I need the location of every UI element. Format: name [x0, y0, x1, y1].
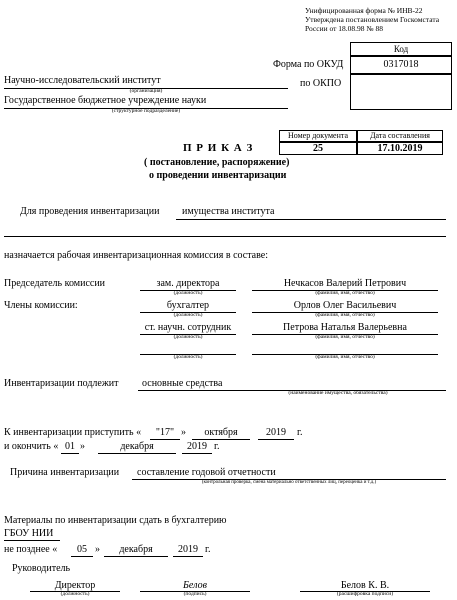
- deadline-day: 05: [77, 544, 87, 555]
- end-year: 2019: [187, 441, 207, 452]
- deadline-label: не позднее «: [4, 544, 58, 555]
- okpo-code: [350, 74, 452, 110]
- order-subject: о проведении инвентаризации: [149, 170, 287, 181]
- okud-label: Форма по ОКУД: [273, 59, 344, 70]
- reason-value: составление годовой отчетности: [137, 467, 276, 478]
- end-month: декабря: [120, 441, 154, 452]
- purpose-line-2: [4, 236, 446, 237]
- approval-date: России от 18.08.98 № 88: [305, 24, 383, 33]
- members-label: Члены комиссии:: [4, 300, 78, 311]
- organization-caption: (организация): [129, 88, 163, 94]
- deadline-month: декабря: [119, 544, 153, 555]
- member2-position: ст. научн. сотрудник: [144, 322, 232, 333]
- head-signature-caption: (подпись): [183, 591, 207, 597]
- code-header: Код: [350, 42, 452, 56]
- end-quote: »: [80, 441, 85, 452]
- member3-position-caption: (должность): [173, 354, 203, 360]
- doc-date: 17.10.2019: [357, 142, 443, 155]
- organization-name: Научно-исследовательский институт: [4, 75, 161, 86]
- head-label: Руководитель: [12, 563, 71, 574]
- deadline-year: 2019: [178, 544, 198, 555]
- reason-caption: (контрольная проверка, смена материально ответственных лиц, переоценка и т.д.): [201, 480, 377, 485]
- subject-value: основные средства: [142, 378, 223, 389]
- doc-number: 25: [279, 142, 357, 155]
- department-caption: (структурное подразделение): [111, 108, 181, 114]
- start-month: октября: [204, 427, 238, 438]
- chair-position: зам. директора: [156, 278, 220, 289]
- commission-text: назначается рабочая инвентаризационная комиссия в составе:: [4, 250, 268, 261]
- start-label: К инвентаризации приступить «: [4, 427, 142, 438]
- end-label: и окончить «: [4, 441, 59, 452]
- member1-position: бухгалтер: [166, 300, 210, 311]
- deadline-month-line: [104, 556, 168, 557]
- end-day: 01: [65, 441, 75, 452]
- end-year-line: [182, 453, 212, 454]
- head-signature: Белов: [183, 580, 207, 591]
- department-name: Государственное бюджетное учреждение науки: [4, 95, 207, 106]
- head-decoding: Белов К. В.: [340, 580, 390, 591]
- start-day-line: [150, 439, 180, 440]
- member2-position-caption: (должность): [173, 334, 203, 340]
- okpo-label: по ОКПО: [300, 78, 342, 89]
- end-year-suffix: г.: [214, 441, 220, 452]
- start-day: "17": [155, 427, 175, 438]
- start-quote: »: [181, 427, 186, 438]
- head-position: Директор: [54, 580, 96, 591]
- form-title: Унифицированная форма № ИНВ-22: [305, 6, 423, 15]
- start-year-line: [258, 439, 294, 440]
- end-month-line: [98, 453, 176, 454]
- chair-label: Председатель комиссии: [4, 278, 106, 289]
- start-month-line: [192, 439, 250, 440]
- start-year-suffix: г.: [297, 427, 303, 438]
- deadline-year-line: [173, 556, 203, 557]
- subject-label: Инвентаризации подлежит: [4, 378, 119, 389]
- head-position-caption: (должность): [60, 591, 90, 597]
- subject-caption: (наименование имущества, обязательства): [288, 390, 388, 396]
- reason-label: Причина инвентаризации: [10, 467, 120, 478]
- doc-date-header: Дата составления: [357, 130, 443, 142]
- chair-name-caption: (фамилия, имя, отчество): [315, 290, 375, 296]
- end-day-line: [61, 453, 79, 454]
- chair-position-caption: (должность): [173, 290, 203, 296]
- materials-recipient-line: [4, 540, 60, 541]
- member1-position-caption: (должность): [173, 312, 203, 318]
- head-decoding-caption: (расшифровка подписи): [336, 591, 394, 597]
- order-subtitle: ( постановление, распоряжение): [144, 157, 290, 168]
- deadline-day-line: [71, 556, 93, 557]
- member2-name-caption: (фамилия, имя, отчество): [315, 334, 375, 340]
- doc-number-header: Номер документа: [279, 130, 357, 142]
- materials-text: Материалы по инвентаризации сдать в бухгалтерию: [4, 515, 227, 526]
- deadline-suffix: г.: [205, 544, 211, 555]
- order-title: П Р И К А З: [183, 142, 254, 154]
- member1-name: Орлов Олег Васильевич: [293, 300, 397, 311]
- start-year: 2019: [266, 427, 286, 438]
- member1-name-caption: (фамилия, имя, отчество): [315, 312, 375, 318]
- materials-recipient: ГБОУ НИИ: [4, 528, 54, 539]
- member3-name-caption: (фамилия, имя, отчество): [315, 354, 375, 360]
- member2-name: Петрова Наталья Валерьевна: [283, 322, 407, 333]
- chair-name: Нечкасов Валерий Петрович: [283, 278, 407, 289]
- purpose-line: [176, 219, 446, 220]
- purpose-value: имущества института: [182, 206, 275, 217]
- approval-text: Утверждена постановлением Госкомстата: [305, 15, 440, 24]
- deadline-quote: »: [95, 544, 100, 555]
- purpose-label: Для проведения инвентаризации: [20, 206, 160, 217]
- okud-code: 0317018: [350, 56, 452, 74]
